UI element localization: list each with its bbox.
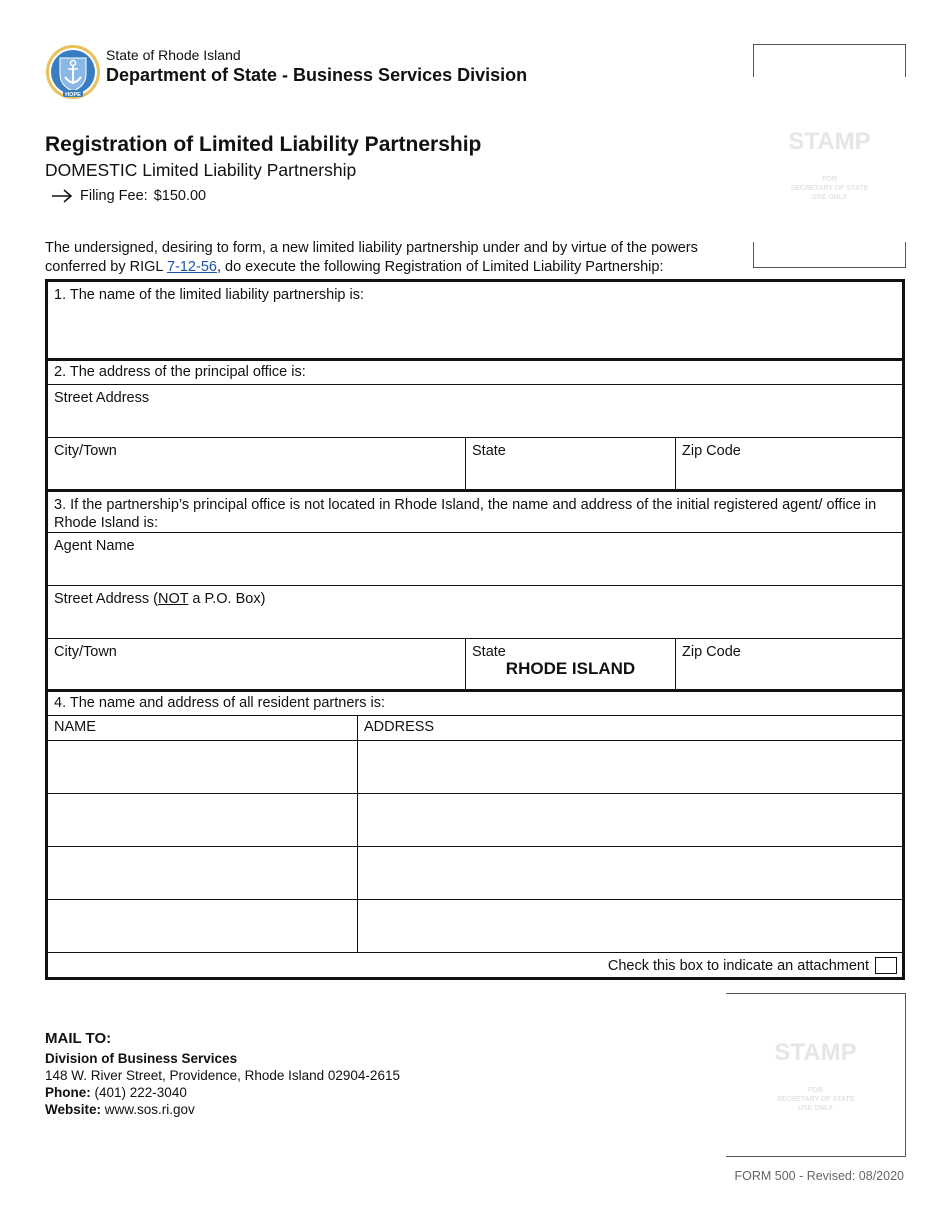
agent-zip-field[interactable]	[675, 639, 902, 689]
website-label: Website:	[45, 1102, 102, 1117]
agent-state-label: State	[472, 644, 506, 660]
partner-name-field[interactable]	[48, 794, 357, 846]
registration-form	[45, 279, 905, 980]
state-label: State	[472, 443, 506, 459]
state-seal-logo	[45, 44, 101, 100]
section-4-label: 4. The name and address of all resident partners is:	[54, 695, 386, 711]
attachment-label: Check this box to indicate an attachment	[607, 957, 869, 974]
agent-street-not: NOT	[157, 591, 189, 607]
agent-street-label	[54, 591, 265, 607]
agent-zip-label: Zip Code	[682, 644, 741, 660]
agent-state-value: RHODE ISLAND	[505, 659, 636, 678]
stamp-box-bottom	[726, 993, 906, 1157]
stamp-sub-bottom-line3: USE ONLY	[797, 1105, 834, 1112]
stamp-sub-bottom-line2: SECRETARY OF STATE	[776, 1096, 855, 1103]
table-row	[48, 847, 902, 900]
filing-fee-amount: $150.00	[153, 188, 207, 204]
mail-to-heading: MAIL TO:	[45, 1030, 112, 1047]
seal-motto: HOPE	[65, 92, 81, 98]
agent-street-post: a P.O. Box)	[188, 591, 266, 607]
mail-org: Division of Business Services	[45, 1051, 238, 1066]
rigl-link[interactable]: 7-12-56	[166, 259, 217, 275]
intro-text-after: , do execute the following Registration of Limited Liability Partnership:	[216, 259, 664, 275]
principal-city-state-zip-row	[48, 438, 902, 492]
city-label: City/Town	[54, 443, 117, 459]
column-name-header: NAME	[54, 719, 96, 735]
page-title: Registration of Limited Liability Partnership	[45, 133, 482, 156]
attachment-control	[608, 957, 897, 974]
principal-zip-field[interactable]	[675, 438, 902, 489]
street-address-label: Street Address	[54, 390, 150, 406]
filing-fee	[50, 188, 206, 204]
partners-table-header	[48, 716, 902, 741]
table-row	[48, 900, 902, 953]
partner-address-field[interactable]	[357, 900, 902, 952]
stamp-frame-bottom	[753, 242, 906, 268]
stamp-sub-line1: FOR	[822, 176, 837, 183]
section-4-header	[48, 692, 902, 716]
agent-name-field[interactable]	[48, 533, 902, 586]
stamp-sub-line2: SECRETARY OF STATE	[790, 185, 869, 192]
attachment-checkbox[interactable]	[875, 957, 897, 974]
header-department: Department of State - Business Services Division	[106, 65, 528, 85]
agent-street-pre: Street Address (	[54, 591, 158, 607]
partner-name-field[interactable]	[48, 900, 357, 952]
table-row	[48, 794, 902, 847]
agent-city-state-zip-row	[48, 639, 902, 692]
section-1-label: 1. The name of the limited liability partnership is:	[54, 287, 365, 303]
header-state: State of Rhode Island	[106, 47, 241, 63]
intro-paragraph	[45, 239, 750, 277]
agent-city-label: City/Town	[54, 644, 117, 660]
agent-city-field[interactable]	[48, 639, 465, 689]
phone-value: (401) 222-3040	[94, 1085, 187, 1100]
stamp-sub-line3: USE ONLY	[811, 194, 848, 201]
section-1-llp-name[interactable]	[48, 282, 902, 361]
zip-label: Zip Code	[682, 443, 741, 459]
arrow-right-icon	[50, 188, 74, 204]
stamp-word: STAMP	[788, 128, 871, 155]
filing-fee-label: Filing Fee:	[80, 188, 148, 204]
mail-to-block	[45, 1030, 400, 1118]
partner-address-field[interactable]	[357, 741, 902, 793]
attachment-row	[48, 953, 902, 977]
table-row	[48, 741, 902, 794]
principal-city-field[interactable]	[48, 438, 465, 489]
phone-label: Phone:	[45, 1085, 91, 1100]
partner-name-field[interactable]	[48, 741, 357, 793]
section-3-label: 3. If the partnership’s principal office is not located in Rhode Island, the name and address of the initial registered agent/ office in Rhode Island is:	[54, 497, 877, 531]
column-address-header: ADDRESS	[364, 719, 435, 735]
section-3-header	[48, 492, 902, 533]
principal-street-field[interactable]	[48, 385, 902, 438]
stamp-sub-bottom-line1: FOR	[808, 1087, 823, 1094]
mail-address: 148 W. River Street, Providence, Rhode Island 02904-2615	[45, 1068, 400, 1083]
section-2-header	[48, 361, 902, 385]
stamp-frame-top	[753, 44, 906, 77]
agent-street-field[interactable]	[48, 586, 902, 639]
partner-address-field[interactable]	[357, 847, 902, 899]
partner-name-field[interactable]	[48, 847, 357, 899]
principal-state-field[interactable]	[465, 438, 675, 489]
intro-text-before: The undersigned, desiring to form, a new limited liability partnership under and by virtue of the powers conferred by RIGL	[45, 240, 698, 275]
stamp-word-bottom: STAMP	[774, 1039, 857, 1066]
page-subtitle: DOMESTIC Limited Liability Partnership	[45, 160, 357, 180]
section-2-label: 2. The address of the principal office is:	[54, 364, 306, 380]
agent-state-field	[465, 639, 675, 689]
website-value[interactable]: www.sos.ri.gov	[104, 1102, 195, 1117]
agent-name-label: Agent Name	[54, 538, 135, 554]
stamp-box-top	[753, 44, 906, 268]
form-number: FORM 500 - Revised: 08/2020	[734, 1169, 904, 1183]
partner-address-field[interactable]	[357, 794, 902, 846]
